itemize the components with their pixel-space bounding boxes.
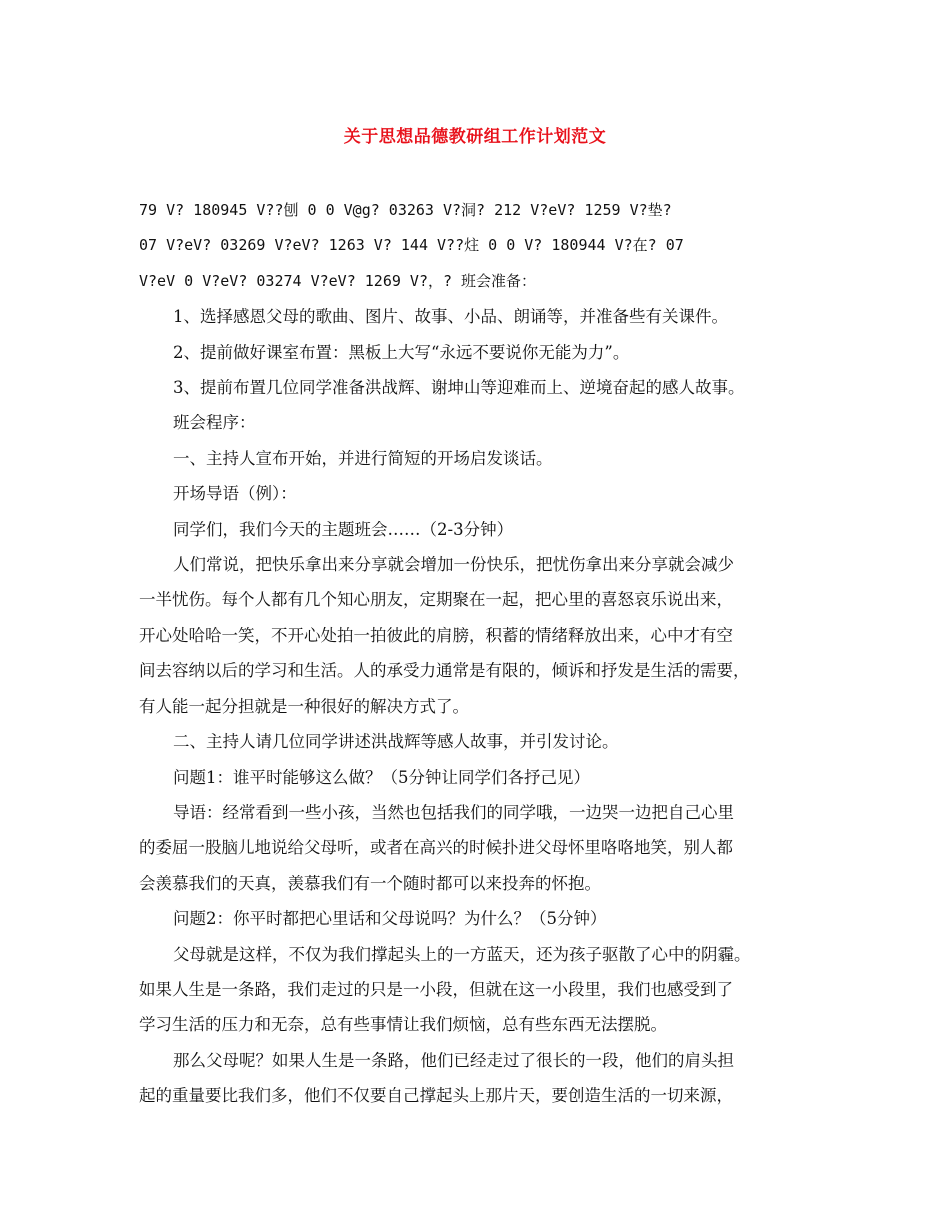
paragraph-line: 父母就是这样，不仅为我们撑起头上的一方蓝天，还为孩子驱散了心中的阴霾。 xyxy=(173,944,751,964)
paragraph-line: 学习生活的压力和无奈，总有些事情让我们烦恼，总有些东西无法摆脱。 xyxy=(139,1015,667,1035)
section-heading-procedure: 班会程序： xyxy=(173,413,256,433)
paragraph-line: 的委屈一股脑儿地说给父母听，或者在高兴的时候扑进父母怀里咯咯地笑，别人都 xyxy=(139,838,733,858)
paragraph-line: 有人能一起分担就是一种很好的解决方式了。 xyxy=(139,696,469,716)
document-body xyxy=(139,193,815,1114)
opening-intro-heading: 开场导语（例）： xyxy=(173,484,297,504)
question-1: 问题1：谁平时能够这么做？（5分钟让同学们各抒己见） xyxy=(173,767,590,787)
document-title: 关于思想品德教研组工作计划范文 xyxy=(343,127,607,147)
opening-intro-line: 同学们，我们今天的主题班会……（2-3分钟） xyxy=(173,519,514,539)
prep-item-1: 1、选择感恩父母的歌曲、图片、故事、小品、朗诵等，并准备些有关课件。 xyxy=(173,307,728,327)
prep-item-2: 2、提前做好课室布置：黑板上大写“永远不要说你无能为力”。 xyxy=(173,342,630,362)
paragraph-line: 如果人生是一条路，我们走过的只是一小段，但就在这一小段里，我们也感受到了 xyxy=(139,979,733,999)
paragraph-line: 会羡慕我们的天真，羡慕我们有一个随时都可以来投奔的怀抱。 xyxy=(139,873,601,893)
step-1: 一、主持人宣布开始，并进行简短的开场启发谈话。 xyxy=(173,448,553,468)
question-2: 问题2：你平时都把心里话和父母说吗？为什么？（5分钟） xyxy=(173,909,607,929)
paragraph-line: 那么父母呢？如果人生是一条路，他们已经走过了很长的一段，他们的肩头担 xyxy=(173,1050,734,1070)
paragraph-line: 起的重量要比我们多，他们不仅要自己撑起头上那片天，要创造生活的一切来源， xyxy=(139,1086,733,1106)
paragraph-line: 开心处哈哈一笑，不开心处拍一拍彼此的肩膀，积蓄的情绪释放出来，心中才有空 xyxy=(139,625,733,645)
paragraph-line: 人们常说，把快乐拿出来分享就会增加一份快乐，把忧伤拿出来分享就会减少 xyxy=(173,555,734,575)
garbled-line-2: 07 V?eV? 03269 V?eV? 1263 V? 144 V??炷 0 0 V? 180944 V?在? 07 xyxy=(139,236,684,255)
paragraph-line: 一半忧伤。每个人都有几个知心朋友，定期聚在一起，把心里的喜怒哀乐说出来， xyxy=(139,590,733,610)
step-2: 二、主持人请几位同学讲述洪战辉等感人故事，并引发讨论。 xyxy=(173,732,619,752)
garbled-line-1: 79 V? 180945 V??刨 0 0 V@g? 03263 V?洞? 212 V?eV? 1259 V?垫? xyxy=(139,201,672,219)
garbled-line-3: V?eV 0 V?eV? 03274 V?eV? 1269 V?，? 班会准备： xyxy=(139,271,537,290)
prep-item-3: 3、提前布置几位同学准备洪战辉、谢坤山等迎难而上、逆境奋起的感人故事。 xyxy=(173,378,745,398)
paragraph-line: 间去容纳以后的学习和生活。人的承受力通常是有限的，倾诉和抒发是生活的需要， xyxy=(139,661,750,681)
paragraph-line: 导语：经常看到一些小孩，当然也包括我们的同学哦，一边哭一边把自己心里 xyxy=(173,802,734,822)
